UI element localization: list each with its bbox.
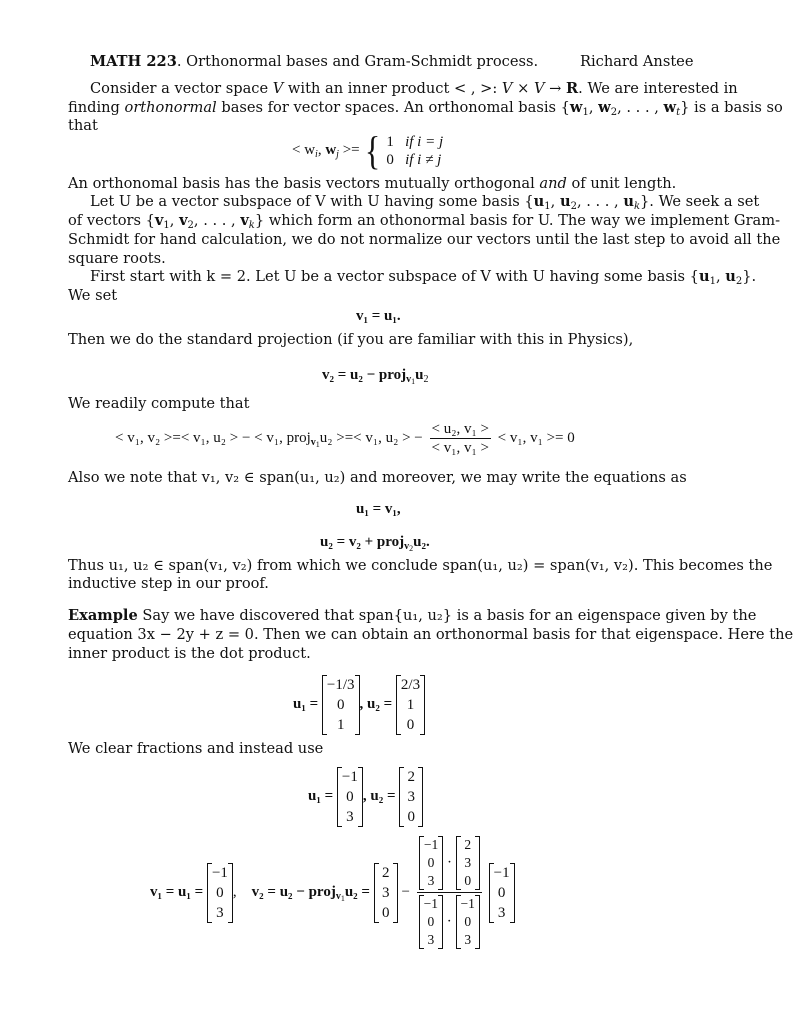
paragraph-4-line-1: First start with k = 2. Let U be a vector subspace of V with U having some basis {$u_1$, $u_2$}. — [90, 268, 757, 287]
matrix-v1: −1 0 3 — [207, 863, 233, 923]
equation-integer-vectors: u₁ = −1 0 3 , u₂ = 2 3 0 — [308, 766, 423, 827]
equation-v1: v₁ = u₁. — [356, 308, 401, 324]
paragraph-3-line-2: of vectors {$v_1$, $v_2$, . . . , $v_k$} which form an othonormal basis for U. The way we implement Gram- — [68, 212, 781, 231]
matrix-u1-integer: −1 0 3 — [337, 767, 363, 827]
paragraph-1-line-2: finding orthonormal bases for vector spaces. An orthonomal basis {$w_1$, $w_2$, . . . , $w_t$} is a basis so — [68, 99, 783, 118]
paragraph-1-line-1: Consider a vector space V with an inner product < , >: V × V → R. We are interested in — [90, 80, 738, 97]
matrix-u2-final: 2 3 0 — [374, 863, 398, 923]
paragraph-3-line-3: Schmidt for hand calculation, we do not normalize our vectors until the last step to avoid all the — [68, 231, 781, 248]
paragraph-8-line-2: inductive step in our proof. — [68, 575, 269, 592]
equation-orthogonality: < v₁, v₂ >=< v₁, u₂ > − < v₁, proj$_{v_1}$u₂ >=< v₁, u₂ > − $\frac{\text{< u₂, v₁ >}}{\text{< v₁, v₁ >}}$ < v₁, v₁ >= 0 — [115, 421, 575, 457]
paragraph-8-line-1: Thus u₁, u₂ ∈ span(v₁, v₂) from which we conclude span(u₁, u₂) = span(v₁, v₂). This becomes the — [68, 557, 773, 574]
inner-product-definition: < $w_i$, $w_j$ >= { 1 if i = j 0 if i ≠ j — [292, 127, 444, 173]
equation-u2: u₂ = v₂ + proj$_{v_2}$u₂. — [320, 534, 430, 553]
matrix-num-a: −1 0 3 — [419, 836, 443, 890]
paragraph-9: We clear fractions and instead use — [68, 740, 324, 757]
paragraph-3-line-1: Let U be a vector subspace of V with U having some basis {$u_1$, $u_2$, . . . , $u_k$}. We seek a set — [90, 193, 760, 212]
paragraph-5: Then we do the standard projection (if you are familiar with this in Physics), — [68, 331, 634, 348]
paragraph-7: Also we note that v₁, v₂ ∈ span(u₁, u₂) and moreover, we may write the equations as — [68, 469, 687, 486]
matrix-num-b: 2 3 0 — [456, 836, 480, 890]
matrix-den-c: −1 0 3 — [419, 895, 443, 949]
example-line-1: Example Say we have discovered that span{u₁, u₂} is a basis for an eigenspace given by the — [68, 607, 757, 624]
example-label: Example — [68, 607, 138, 624]
course-code: MATH 223 — [90, 53, 177, 70]
projection-fraction: −1 0 3 · 2 3 0 −1 0 3 · −1 0 3 — [417, 836, 482, 949]
matrix-v1-repeat: −1 0 3 — [489, 863, 515, 923]
equation-u1: u₁ = v₁, — [356, 501, 401, 517]
paragraph-3-line-4: square roots. — [68, 250, 166, 267]
matrix-den-d: −1 0 3 — [456, 895, 480, 949]
matrix-u2-fraction: 2/3 1 0 — [396, 675, 425, 735]
example-line-3: inner product is the dot product. — [68, 645, 311, 662]
paragraph-2-line-1: An orthonomal basis has the basis vectors mutually orthogonal and of unit length. — [68, 175, 677, 192]
paragraph-4-line-2: We set — [68, 287, 118, 304]
paragraph-1-line-3: that — [68, 117, 98, 134]
document-title: . Orthonormal bases and Gram-Schmidt process. — [176, 53, 539, 70]
equation-gram-schmidt-step: v₁ = u₁ = −1 0 3 , v₂ = u₂ − proj$_{v_1}$u₂ = 2 3 0 − −1 0 3 · 2 3 0 −1 0 3 · −1 0 3 −1 0 3 — [150, 836, 515, 954]
paragraph-6: We readily compute that — [68, 395, 250, 412]
equation-v2: $v_2 = u_2 - proj_{v_1}u_2$ — [322, 367, 429, 386]
matrix-u2-integer: 2 3 0 — [399, 767, 423, 827]
example-line-2: equation 3x − 2y + z = 0. Then we can obtain an orthonormal basis for that eigenspace. Here the — [68, 626, 793, 643]
matrix-u1-fraction: −1/3 0 1 — [322, 675, 360, 735]
author-name: Richard Anstee — [580, 53, 694, 70]
equation-fraction-vectors: u₁ = −1/3 0 1 , u₂ = 2/3 1 0 — [293, 674, 425, 735]
header-line — [90, 53, 538, 71]
